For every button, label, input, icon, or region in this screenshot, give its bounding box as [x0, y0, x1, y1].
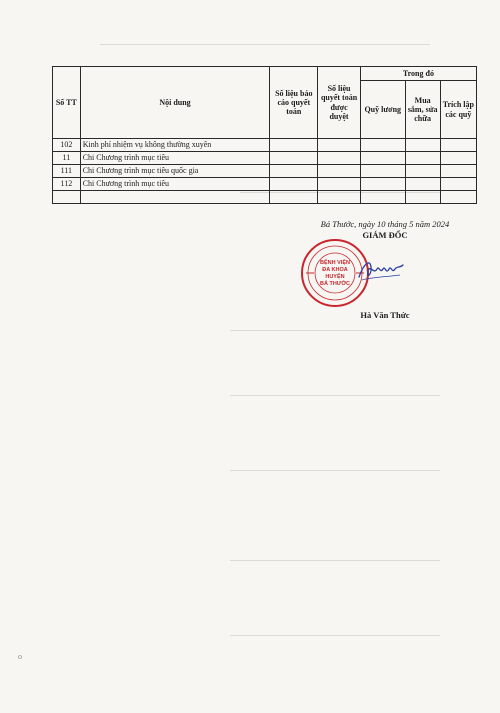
cell-content: Chi Chương trình mục tiêu quốc gia [80, 165, 270, 178]
cell-stt: 111 [53, 165, 81, 178]
cell-purchase [405, 152, 440, 165]
page-mark: o [18, 652, 22, 661]
signatory-name: Hà Văn Thức [360, 310, 410, 320]
cell-funds [440, 165, 476, 178]
cell-salary [360, 165, 405, 178]
cell-reported [270, 152, 318, 165]
cell-reported [270, 139, 318, 152]
cell-purchase [405, 165, 440, 178]
table-row [53, 152, 477, 165]
header-purchase: Mua sắm, sửa chữa [405, 81, 440, 139]
cell-approved [318, 139, 361, 152]
cell-funds [440, 178, 476, 191]
cell-reported [270, 178, 318, 191]
cell-content: Kinh phí nhiệm vụ không thường xuyên [80, 139, 270, 152]
stamp-line: HUYỆN [325, 274, 345, 280]
cell-funds [440, 152, 476, 165]
signature-place-date: Bá Thước, ngày 10 tháng 5 năm 2024 [320, 219, 450, 229]
header-approved: Số liệu quyết toán được duyệt [318, 67, 361, 139]
table-row-blank [53, 191, 477, 204]
cell-approved [318, 152, 361, 165]
cell-stt: 11 [53, 152, 81, 165]
table-row [53, 178, 477, 191]
stamp-line: ĐA KHOA [322, 267, 348, 273]
signature-title: GIÁM ĐỐC [362, 230, 408, 240]
stamp-line: BỆNH VIỆN [320, 260, 350, 266]
header-stt: Số TT [53, 67, 81, 139]
cell-salary [360, 139, 405, 152]
cell-approved [318, 165, 361, 178]
header-funds: Trích lập các quỹ [440, 81, 476, 139]
stamp-line: BÁ THƯỚC [319, 281, 351, 287]
cell-stt: 112 [53, 178, 81, 191]
header-salary: Quỹ lương [360, 81, 405, 139]
cell-purchase [405, 178, 440, 191]
cell-stt: 102 [53, 139, 81, 152]
table-row [53, 139, 477, 152]
handwritten-signature [356, 255, 406, 285]
cell-funds [440, 139, 476, 152]
report-table [52, 66, 477, 204]
header-content: Nội dung [80, 67, 270, 139]
header-group: Trong đó [360, 67, 476, 81]
cell-salary [360, 152, 405, 165]
cell-content: Chi Chương trình mục tiêu [80, 178, 270, 191]
cell-purchase [405, 139, 440, 152]
table-row [53, 165, 477, 178]
cell-approved [318, 178, 361, 191]
cell-reported [270, 165, 318, 178]
cell-salary [360, 178, 405, 191]
cell-content: Chi Chương trình mục tiêu [80, 152, 270, 165]
header-reported: Số liệu báo cáo quyết toán [270, 67, 318, 139]
